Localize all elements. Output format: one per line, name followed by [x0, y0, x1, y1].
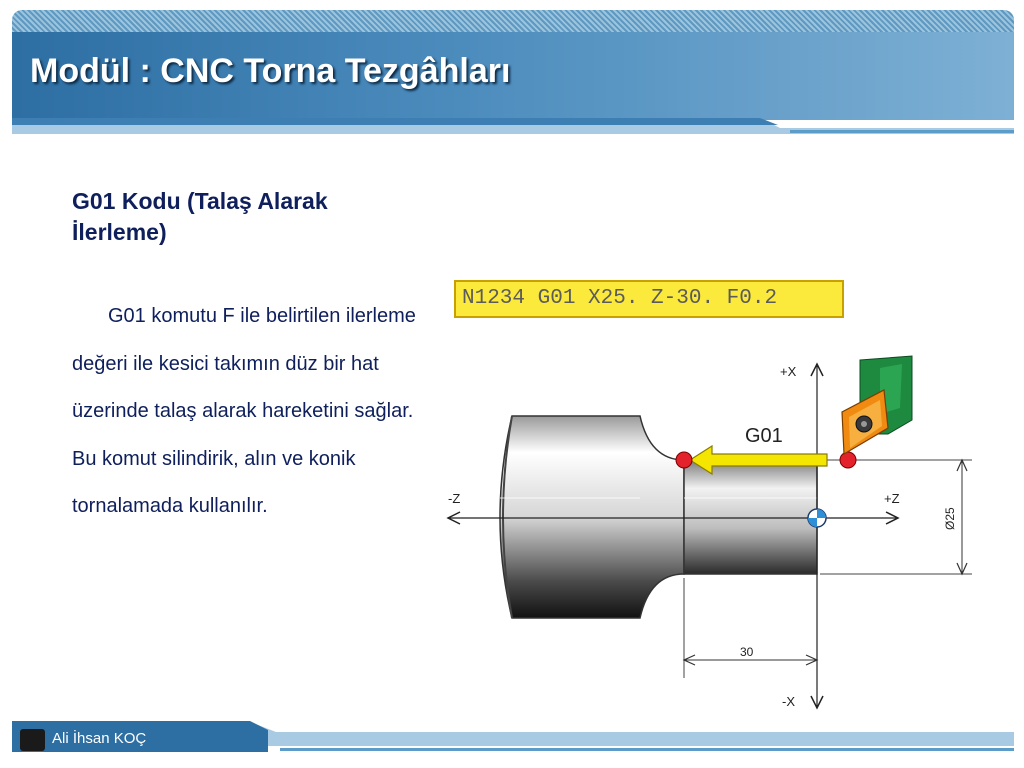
slide-title: Modül : CNC Torna Tezgâhları [30, 52, 511, 90]
section-heading: G01 Kodu (Talaş Alarak İlerleme) [72, 188, 328, 245]
footer-author: Ali İhsan KOÇ [52, 730, 147, 747]
origin-point [808, 509, 826, 527]
cutting-tool [842, 356, 912, 454]
minus-x-label: -X [782, 694, 795, 709]
plus-z-label: +Z [884, 491, 900, 506]
end-point [676, 452, 692, 468]
author-logo-icon [20, 729, 45, 751]
nc-code-box: N1234 G01 X25. Z-30. F0.2 [454, 280, 844, 318]
start-point [840, 452, 856, 468]
g01-diagram [440, 350, 980, 715]
plus-x-label: +X [780, 364, 797, 379]
minus-z-label: -Z [448, 491, 461, 506]
diameter-label: Ø25 [943, 507, 957, 530]
length-label: 30 [740, 645, 754, 659]
g01-move-label: G01 [745, 425, 783, 447]
footer-band [0, 718, 1024, 758]
banner-swoosh [0, 118, 1024, 134]
top-stripe [12, 10, 1014, 32]
description-paragraph: G01 komutu F ile belirtilen ilerleme değeri ile kesici takımın düz bir hat üzerinde talaş alarak hareketini sağlar. Bu komut silindirik, alın ve konik tornalamada kullanılır. [72, 305, 416, 517]
